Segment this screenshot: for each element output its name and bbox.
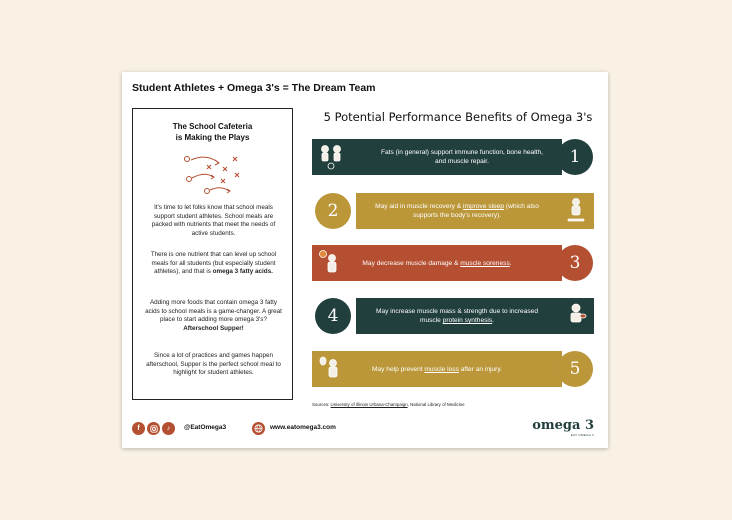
benefit-text-5: May help prevent muscle loss after an injury. (372, 365, 502, 373)
benefit-bar-2 (356, 193, 594, 229)
benefit-number-4: 4 (315, 298, 351, 334)
improve-sleep-link[interactable]: improve sleep (463, 203, 505, 210)
benefit-bar-1 (312, 139, 562, 175)
globe-icon (252, 422, 265, 435)
cafeteria-panel (132, 108, 293, 400)
benefit-number-5: 5 (557, 351, 593, 387)
panel-title-line2: is Making the Plays (175, 133, 250, 142)
benefit-number-2: 2 (315, 193, 351, 229)
benefit-text-1: Fats (in general) support immune function, bone health, and muscle repair. (380, 149, 543, 165)
social-handle[interactable]: @EatOmega3 (184, 424, 227, 431)
benefit-bar-3 (312, 245, 562, 281)
football-player-icon (562, 302, 590, 330)
footer (132, 418, 598, 438)
omega3-logo-subtitle: EAT OMEGA 3 (570, 433, 594, 437)
benefit-number-1: 1 (557, 139, 593, 175)
benefit-text-2: May aid in muscle recovery & improve sleep (which also supports the body's recovery). (375, 203, 539, 219)
benefit-bar-4 (356, 298, 594, 334)
benefit-bar-5 (312, 351, 562, 387)
facebook-icon[interactable]: f (132, 422, 145, 435)
tennis-player-icon (317, 355, 345, 383)
tiktok-icon[interactable]: ♪ (162, 422, 175, 435)
basketball-player-icon (317, 249, 345, 277)
sources-line: Sources: University of Illinois Urbana-Champaign, National Library of Medicine (312, 402, 465, 407)
panel-paragraph-2: There is one nutrient that can level up school meals for all students (but especially student athletes), and that is omega 3 fatty acids. (150, 251, 277, 276)
kids-soccer-icon (317, 143, 345, 171)
benefit-text-4: May increase muscle mass & strength due to increased muscle protein synthesis. (376, 308, 538, 324)
website-link[interactable]: www.eatomega3.com (270, 424, 336, 431)
instagram-icon[interactable] (147, 422, 160, 435)
source-link-illinois[interactable]: University of Illinois Urbana-Champaign (330, 402, 408, 407)
benefit-text-3: May decrease muscle damage & muscle soreness. (362, 259, 512, 267)
football-play-icon (177, 151, 249, 197)
benefit-number-3: 3 (557, 245, 593, 281)
benefits-title: 5 Potential Performance Benefits of Omega 3's (323, 110, 593, 124)
protein-synthesis-link[interactable]: protein synthesis (442, 317, 493, 324)
panel-paragraph-4: Since a lot of practices and games happen afterschool, Supper is the perfect school meal to highlight for student athletes. (146, 352, 281, 377)
source-nlm: National Library of Medicine (410, 402, 465, 407)
muscle-loss-link[interactable]: muscle loss (424, 365, 459, 373)
panel-paragraph-3: Adding more foods that contain omega 3 fatty acids to school meals is a game-changer. A great place to start adding more omega 3's? Afterschool Supper! (145, 299, 282, 332)
omega-fatty-acids-bold: omega 3 fatty acids. (212, 268, 273, 276)
page-title: Student Athletes + Omega 3's = The Dream Team (132, 82, 376, 94)
panel-title-line1: The School Cafeteria (172, 122, 253, 131)
panel-paragraph-1: It's time to let folks know that school meals support student athletes. School meals are packed with nutrients that meet the needs of active students. (151, 204, 276, 237)
flyer-sheet (122, 72, 608, 448)
afterschool-supper-bold: Afterschool Supper! (183, 324, 244, 332)
muscle-soreness-link[interactable]: muscle soreness (460, 259, 510, 267)
omega3-logo: omega 3 (532, 418, 594, 433)
panel-title (133, 121, 292, 143)
skateboarder-icon (562, 197, 590, 225)
